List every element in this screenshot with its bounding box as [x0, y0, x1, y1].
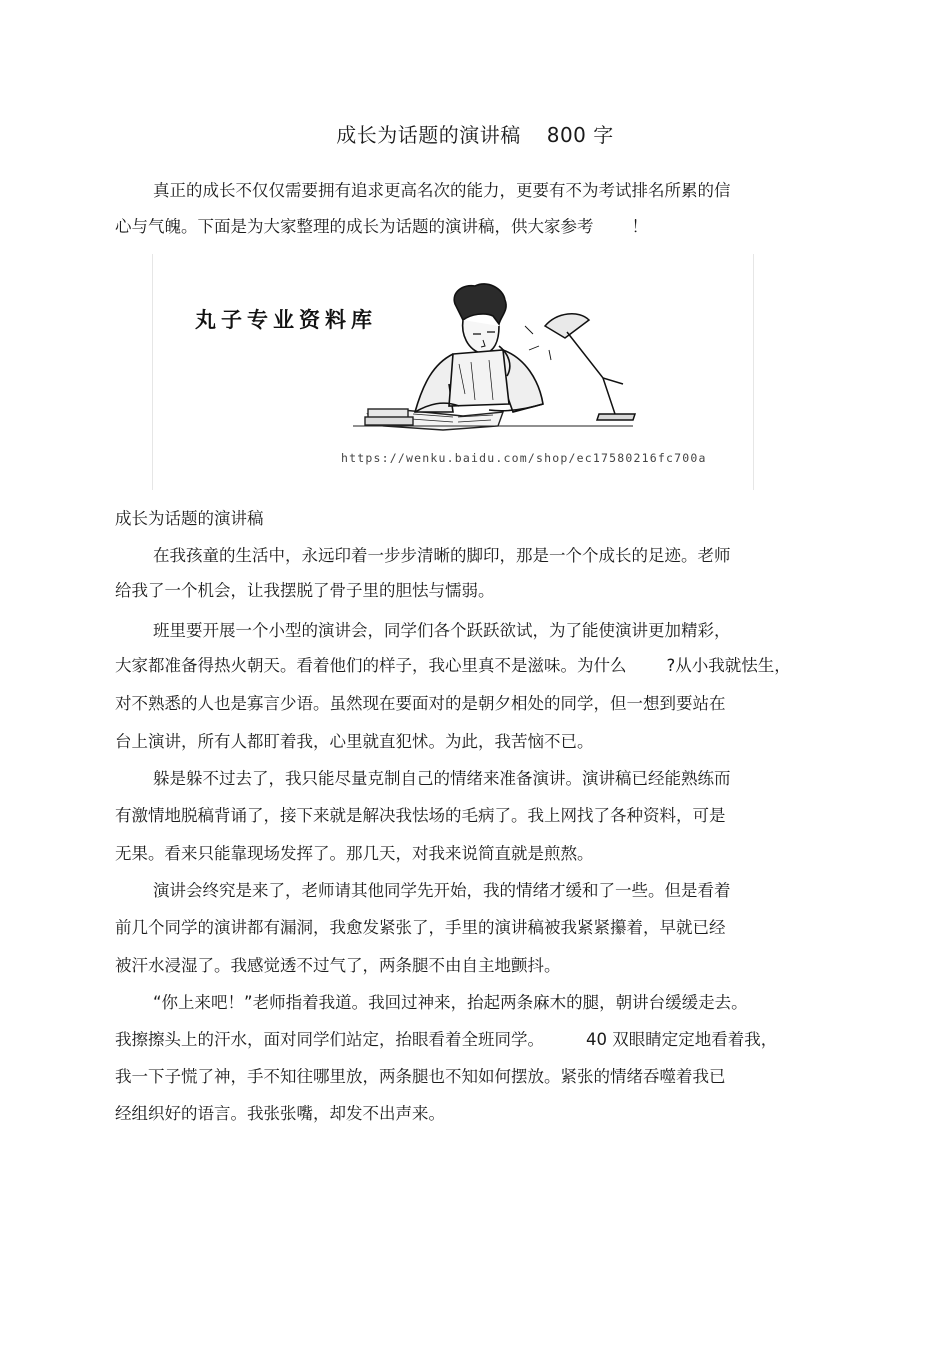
paragraph-line: 经组织好的语言。我张张嘴，却发不出声来。	[115, 1104, 445, 1123]
banner-image	[152, 254, 754, 490]
title-word-count: 800 字	[546, 123, 614, 147]
banner-text: 丸子专业资料库	[195, 307, 377, 332]
paragraph-line	[115, 655, 791, 677]
paragraph-line-text: 我擦擦头上的汗水，面对同学们站定，抬眼看着全班同学。	[115, 1030, 544, 1049]
paragraph-line: 被汗水浸湿了。我感觉透不过气了，两条腿不由自主地颤抖。	[115, 956, 561, 975]
title-text: 成长为话题的演讲稿	[336, 123, 521, 147]
intro-line-punct: ！	[631, 217, 648, 236]
paragraph-line: “你上来吧！”老师指着我道。我回过神来，抬起两条麻木的腿，朝讲台缓缓走去。	[153, 993, 748, 1012]
paragraph-line: 前几个同学的演讲都有漏洞，我愈发紧张了，手里的演讲稿被我紧紧攥着，早就已经	[115, 918, 726, 937]
paragraph-line: 无果。看来只能靠现场发挥了。那几天，对我来说简直就是煎熬。	[115, 844, 594, 863]
paragraph-line: 班里要开展一个小型的演讲会，同学们各个跃跃欲试，为了能使演讲更加精彩，	[153, 621, 731, 640]
paragraph-line: 给我了一个机会，让我摆脱了骨子里的胆怯与懦弱。	[115, 581, 495, 600]
paragraph-line-text: 大家都准备得热火朝天。看着他们的样子，我心里真不是滋味。为什么	[115, 656, 627, 675]
paragraph-line: 台上演讲，所有人都盯着我，心里就直犯怵。为此，我苦恼不已。	[115, 732, 594, 751]
paragraph-line: 在我孩童的生活中，永远印着一步步清晰的脚印，那是一个个成长的足迹。老师	[153, 546, 731, 565]
paragraph-line: 对不熟悉的人也是寡言少语。虽然现在要面对的是朝夕相处的同学，但一想到要站在	[115, 694, 726, 713]
document-title	[0, 119, 950, 148]
section-heading: 成长为话题的演讲稿	[115, 509, 264, 528]
paragraph-line: 我一下子慌了神，手不知往哪里放，两条腿也不知如何摆放。紧张的情绪吞噬着我已	[115, 1067, 726, 1086]
paragraph-line-tail: ?从小我就怯生，	[666, 656, 791, 675]
intro-line: 真正的成长不仅仅需要拥有追求更高名次的能力，更要有不为考试排名所累的信	[153, 181, 731, 200]
watermark-url: https://wenku.baidu.com/shop/ec17580216fc700a	[341, 451, 707, 465]
intro-line	[115, 216, 648, 238]
paragraph-line	[115, 1029, 777, 1051]
intro-line-text: 心与气魄。下面是为大家整理的成长为话题的演讲稿，供大家参考	[115, 217, 594, 236]
paragraph-line: 躲是躲不过去了，我只能尽量克制自己的情绪来准备演讲。演讲稿已经能熟练而	[153, 769, 731, 788]
paragraph-line-tail: 40 双眼睛定定地看着我，	[586, 1030, 778, 1049]
paragraph-line: 演讲会终究是来了，老师请其他同学先开始，我的情绪才缓和了一些。但是看着	[153, 881, 731, 900]
paragraph-line: 有激情地脱稿背诵了，接下来就是解决我怯场的毛病了。我上网找了各种资料，可是	[115, 806, 726, 825]
